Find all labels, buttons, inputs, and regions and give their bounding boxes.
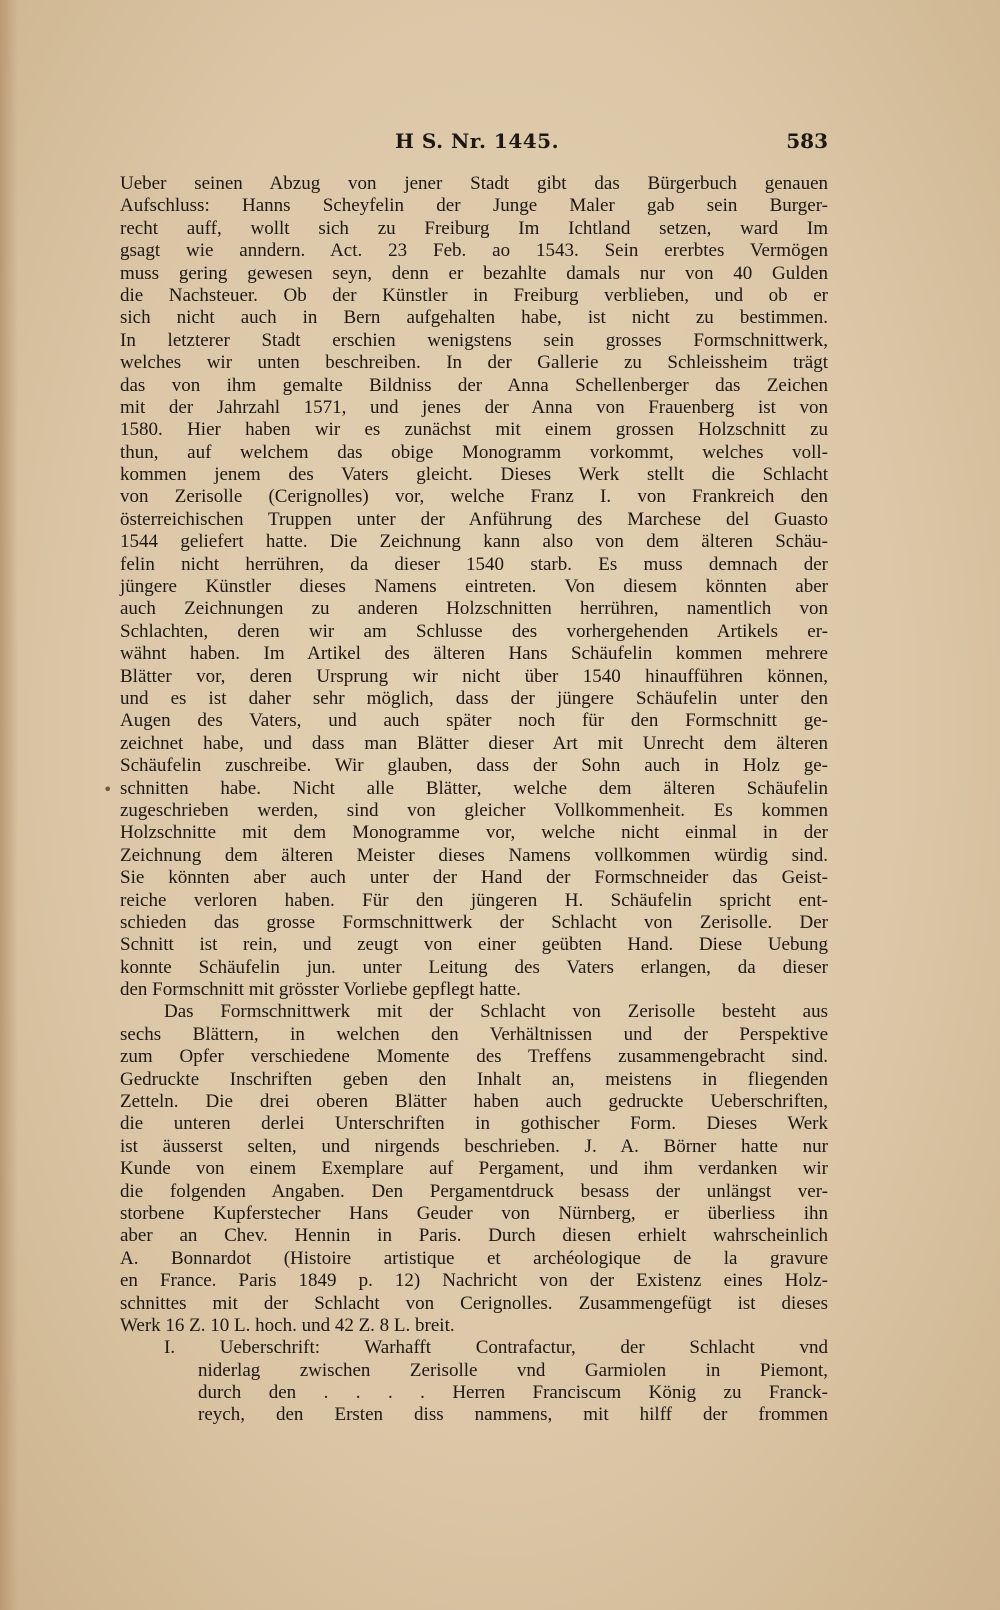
text-line: In letzterer Stadt erschien wenigstens sein grosses Formschnittwerk, — [120, 329, 828, 351]
text-line: kommen jenem des Vaters gleicht. Dieses Werk stellt die Schlacht — [120, 464, 828, 486]
text-line: en France. Paris 1849 p. 12) Nachricht von der Existenz eines Holz- — [120, 1270, 828, 1292]
text-line: niderlag zwischen Zerisolle vnd Garmiolen in Piemont, — [198, 1359, 828, 1381]
text-line: gsagt wie anndern. Act. 23 Feb. ao 1543. Sein ererbtes Vermögen — [120, 240, 828, 262]
text-line: den Formschnitt mit grösster Vorliebe gepflegt hatte. — [120, 979, 521, 1001]
text-line: Aufschluss: Hanns Scheyfelin der Junge Maler gab sein Burger- — [120, 195, 828, 217]
text-line: Werk 16 Z. 10 L. hoch. und 42 Z. 8 L. breit. — [120, 1314, 455, 1336]
text-line: Schnitt ist rein, und zeugt von einer geübten Hand. Diese Uebung — [120, 934, 828, 956]
text-line: muss gering gewesen seyn, denn er bezahlte damals nur von 40 Gulden — [120, 262, 828, 284]
text-line: wähnt haben. Im Artikel des älteren Hans Schäufelin kommen mehrere — [120, 643, 828, 665]
text-line: schnittes mit der Schlacht von Cerignolles. Zusammengefügt ist dieses — [120, 1292, 828, 1314]
text-line: felin nicht herrühren, da dieser 1540 starb. Es muss demnach der — [120, 553, 828, 575]
text-line: Sie könnten aber auch unter der Hand der Formschneider das Geist- — [120, 867, 828, 889]
text-line: österreichischen Truppen unter der Anführung des Marchese del Guasto — [120, 508, 828, 530]
text-line: Schäufelin zuschreibe. Wir glauben, dass der Sohn auch in Holz ge- — [120, 755, 828, 777]
text-line: jüngere Künstler dieses Namens eintreten. Von diesem könnten aber — [120, 576, 828, 598]
text-line: Ueber seinen Abzug von jener Stadt gibt das Bürgerbuch genauen — [120, 173, 828, 194]
text-line: A. Bonnardot (Histoire artistique et archéologique de la gravure — [120, 1247, 828, 1269]
page-header — [120, 129, 828, 155]
text-line: Schlachten, deren wir am Schlusse des vorhergehenden Artikels er- — [120, 620, 828, 642]
text-line: Zeichnung dem älteren Meister dieses Namens vollkommen würdig sind. — [120, 844, 828, 866]
text-line: konnte Schäufelin jun. unter Leitung des Vaters erlangen, da dieser — [120, 956, 828, 978]
text-line: Gedruckte Inschriften geben den Inhalt an, meistens in fliegenden — [120, 1068, 828, 1090]
text-line: ist äusserst selten, und nirgends beschrieben. J. A. Börner hatte nur — [120, 1135, 828, 1157]
text-line: aber an Chev. Hennin in Paris. Durch diesen erhielt wahrscheinlich — [120, 1225, 828, 1247]
text-line: welches wir unten beschreiben. In der Gallerie zu Schleissheim trägt — [120, 352, 828, 374]
text-line: schnitten habe. Nicht alle Blätter, welche dem älteren Schäufelin — [120, 777, 828, 799]
text-line: schieden das grosse Formschnittwerk der Schlacht von Zerisolle. Der — [120, 911, 828, 933]
text-line: Holzschnitte mit dem Monogramme vor, welche nicht einmal in der — [120, 822, 828, 844]
text-line: recht auff, wollt sich zu Freiburg Im Ichtland setzen, ward Im — [120, 217, 828, 239]
text-line: das von ihm gemalte Bildniss der Anna Schellenberger das Zeichen — [120, 374, 828, 396]
text-line: die unteren derlei Unterschriften in gothischer Form. Dieses Werk — [120, 1113, 828, 1135]
text-line: die Nachsteuer. Ob der Künstler in Freiburg verblieben, und ob er — [120, 284, 828, 306]
text-line: durch den . . . . Herren Franciscum König zu Franck- — [198, 1382, 828, 1404]
text-line: zeichnet habe, und dass man Blätter dieser Art mit Unrecht dem älteren — [120, 732, 828, 754]
text-line: Kunde von einem Exemplare auf Pergament, und ihm verdanken wir — [120, 1158, 828, 1180]
text-line: sechs Blättern, in welchen den Verhältnissen und der Perspektive — [120, 1023, 828, 1045]
text-line: die folgenden Angaben. Den Pergamentdruck besass der unlängst ver- — [120, 1180, 828, 1202]
text-line: Das Formschnittwerk mit der Schlacht von Zerisolle besteht aus — [164, 1001, 828, 1023]
text-line: sich nicht auch in Bern aufgehalten habe, ist nicht zu bestimmen. — [120, 307, 828, 329]
text-line: storbene Kupferstecher Hans Geuder von Nürnberg, er überliess ihn — [120, 1202, 828, 1224]
text-line: reych, den Ersten diss nammens, mit hilff der frommen — [198, 1404, 828, 1426]
text-line: von Zerisolle (Cerignolles) vor, welche Franz I. von Frankreich den — [120, 486, 828, 508]
text-line: zugeschrieben werden, sind von gleicher Vollkommenheit. Es kommen — [120, 799, 828, 821]
running-head: H S. Nr. 1445. — [395, 129, 560, 153]
text-line: 1580. Hier haben wir es zunächst mit einem grossen Holzschnitt zu — [120, 419, 828, 441]
text-line: mit der Jahrzahl 1571, und jenes der Anna von Frauenberg ist von — [120, 396, 828, 418]
margin-mark: • — [103, 780, 113, 799]
text-line: reiche verloren haben. Für den jüngeren H. Schäufelin spricht ent- — [120, 889, 828, 911]
text-line: Blätter vor, deren Ursprung wir nicht über 1540 hinaufführen können, — [120, 665, 828, 687]
text-line: Zetteln. Die drei oberen Blätter haben auch gedruckte Ueberschriften, — [120, 1091, 828, 1113]
text-line: und es ist daher sehr möglich, dass der jüngere Schäufelin unter den — [120, 687, 828, 709]
text-line: 1544 geliefert hatte. Die Zeichnung kann also von dem älteren Schäu- — [120, 531, 828, 553]
text-line: thun, auf welchem das obige Monogramm vorkommt, welches voll- — [120, 441, 828, 463]
body-text — [120, 173, 828, 1427]
text-line: I. Ueberschrift: Warhafft Contrafactur, der Schlacht vnd — [164, 1337, 828, 1359]
text-line: auch Zeichnungen zu anderen Holzschnitten herrühren, namentlich von — [120, 598, 828, 620]
page-number: 583 — [786, 129, 828, 153]
text-line: zum Opfer verschiedene Momente des Treffens zusammengebracht sind. — [120, 1046, 828, 1068]
text-line: Augen des Vaters, und auch später noch für den Formschnitt ge- — [120, 710, 828, 732]
